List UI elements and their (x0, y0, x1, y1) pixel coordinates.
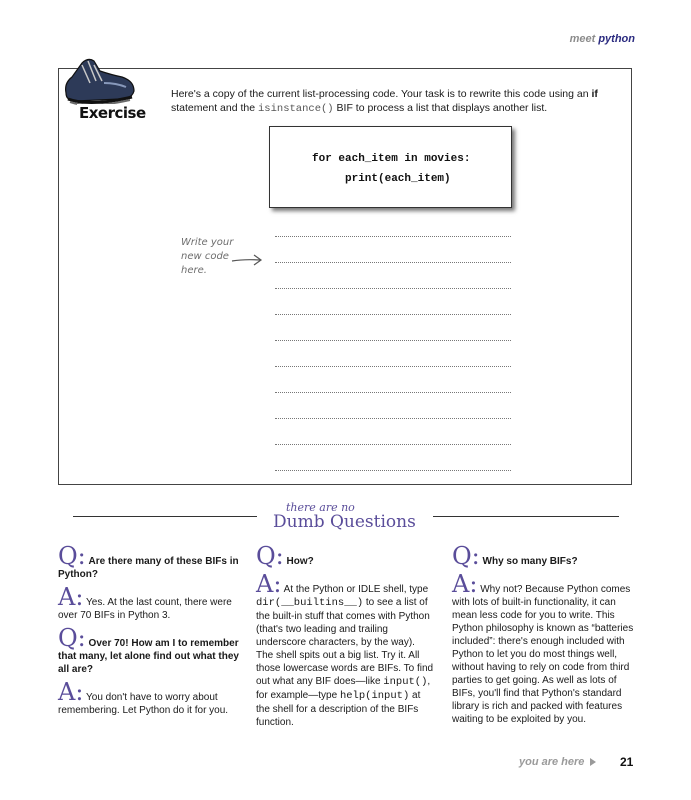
a-mark: A: (58, 583, 84, 611)
header-meet: meet (569, 33, 596, 45)
qa-column-2 (256, 542, 434, 735)
q-mark: Q: (256, 542, 284, 570)
running-shoe-icon (60, 53, 140, 111)
answer-text: Why not? Because Python comes with lots of built-in functionality, it can mean less code for you to write. This Python philosophy is known as “batteries included”: there's enough included with Python to let you do most things well, without having to rely on code from third parties to get going. As well as lots of BIFs, you'll find that Python's standard library is rich and packed with features waiting to be exploited by you. (452, 584, 634, 725)
question (58, 542, 240, 581)
write-line[interactable] (275, 288, 511, 289)
q-mark: Q: (452, 542, 480, 570)
instr-text-1: Here's a copy of the current list-processing code. Your task is to rewrite this code using an (171, 88, 592, 100)
running-header (570, 33, 635, 45)
header-python: python (598, 33, 635, 45)
write-line[interactable] (275, 366, 511, 367)
arrow-right-icon (230, 253, 264, 267)
question-text: Over 70! How am I to remember that many, let alone find out what they all are? (58, 638, 239, 675)
a-mark: A: (58, 678, 84, 706)
answer (256, 570, 434, 729)
write-line[interactable] (275, 470, 511, 471)
answer (58, 678, 240, 717)
exercise-label: Exercise (79, 104, 146, 122)
answer-code-1: dir(__builtins__) (256, 597, 364, 609)
instr-code: isinstance() (257, 103, 334, 115)
code-box (269, 126, 512, 208)
write-line[interactable] (275, 418, 511, 419)
divider-left (73, 516, 257, 517)
hint-line-1: Write your (181, 237, 234, 248)
write-line[interactable] (275, 340, 511, 341)
triangle-right-icon (589, 757, 597, 767)
qa-column-1 (58, 542, 240, 723)
write-line[interactable] (275, 236, 511, 237)
footer-you-are-here: you are here (519, 756, 585, 768)
answer-text: You don't have to worry about remembering. Let Python do it for you. (58, 692, 229, 716)
instr-text-3: BIF to process a list that displays another list. (333, 102, 548, 114)
question (452, 542, 636, 570)
write-line[interactable] (275, 444, 511, 445)
write-line[interactable] (275, 314, 511, 315)
question-text: How? (286, 556, 314, 567)
write-line[interactable] (275, 262, 511, 263)
divider-right (433, 516, 619, 517)
instr-text-2: statement and the (171, 102, 258, 114)
answer-code-2: input() (383, 676, 428, 688)
a-mark: A: (452, 570, 478, 598)
code-line-1: for each_item in movies: (312, 153, 471, 165)
q-mark: Q: (58, 624, 86, 652)
question-text: Why so many BIFs? (482, 556, 578, 567)
answer-text: Yes. At the last count, there were over 70 BIFs in Python 3. (58, 597, 232, 621)
a-mark: A: (256, 570, 282, 598)
dq-title: Dumb Questions (273, 512, 416, 532)
qa-column-3 (452, 542, 636, 732)
answer-code-3: help(input) (339, 690, 410, 702)
dq-subtitle: there are no (286, 501, 355, 514)
exercise-instructions (171, 87, 611, 116)
hint-line-3: here. (181, 265, 207, 276)
answer-text-2: to see a list of the built-in stuff that comes with Python (that's two leading and trailing underscore characters, by the way). The shell spits out a big list. Try it. All those lowercase words are BIFs. To find out what any BIF does—like (256, 597, 434, 687)
answer-text-1: At the Python or IDLE shell, type (283, 584, 429, 595)
code-line-2: print(each_item) (345, 173, 451, 185)
question (58, 624, 240, 676)
question (256, 542, 434, 570)
hint-line-2: new code (181, 251, 229, 262)
page-number: 21 (620, 755, 634, 769)
answer-text-3: , for example—type (256, 676, 431, 701)
answer-text-4: at the shell for a description of the BIFs function. (256, 690, 421, 728)
answer (452, 570, 636, 726)
answer (58, 583, 240, 622)
q-mark: Q: (58, 542, 86, 570)
question-text: Are there many of these BIFs in Python? (58, 556, 239, 580)
write-line[interactable] (275, 392, 511, 393)
instr-if: if (591, 88, 598, 100)
